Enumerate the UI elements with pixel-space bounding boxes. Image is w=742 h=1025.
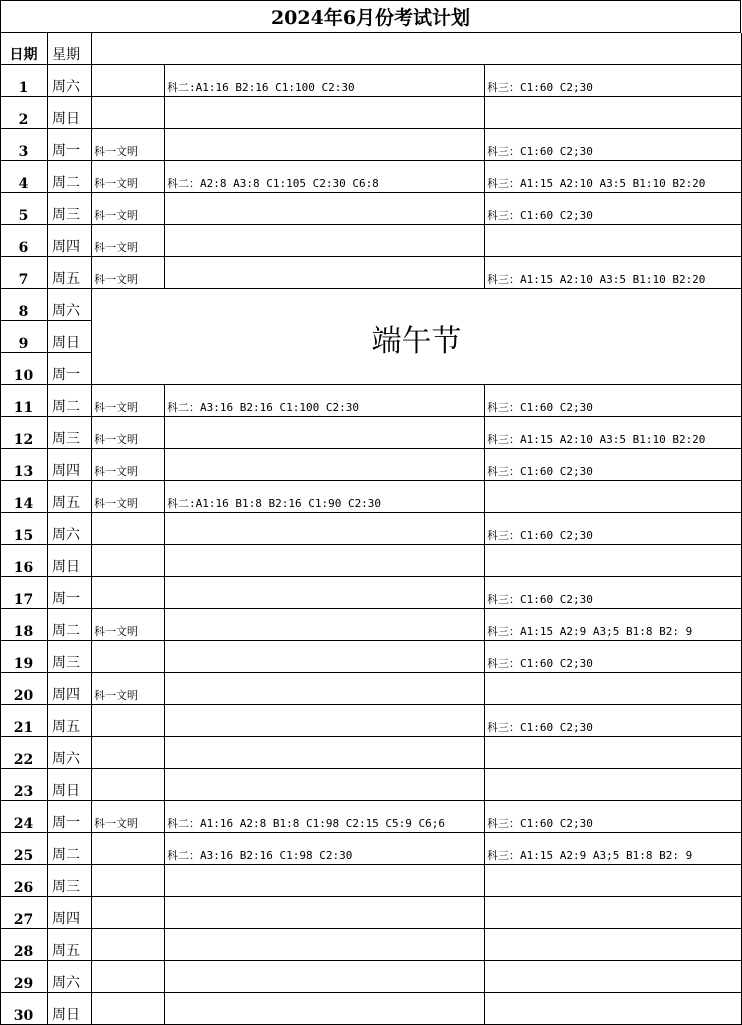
row-subject1: 科一文明	[94, 209, 138, 222]
row-subject2: 科二:A1:16 B2:16 C1:100 C2:30	[167, 81, 355, 94]
row-subject3: 科三：A1:15 A2:10 A3:5 B1:10 B2:20	[487, 177, 706, 190]
row-date: 3	[18, 144, 29, 160]
row-subject3: 科三：C1:60 C2;30	[487, 817, 593, 830]
row-subject2: 科二：A1:16 A2:8 B1:8 C1:98 C2:15 C5:9 C6;6	[167, 817, 446, 830]
row-date: 24	[13, 816, 34, 832]
row-subject3: 科三：A1:15 A2:10 A3:5 B1:10 B2:20	[487, 433, 706, 446]
row-subject3: 科三：A1:15 A2:10 A3:5 B1:10 B2:20	[487, 273, 706, 286]
row-subject3: 科三：C1:60 C2;30	[487, 401, 593, 414]
row-subject2: 科二：A3:16 B2:16 C1:100 C2:30	[167, 401, 359, 414]
row-subject1: 科一文明	[94, 497, 138, 510]
grid-line	[91, 33, 92, 1025]
row-subject3	[484, 225, 741, 257]
grid-line	[164, 385, 165, 1025]
row-date: 27	[13, 912, 34, 928]
row-subject2	[164, 897, 484, 929]
row-subject1	[91, 513, 164, 545]
grid-line	[0, 416, 742, 417]
grid-line	[0, 64, 742, 65]
row-subject2	[164, 193, 484, 225]
row-date: 9	[18, 336, 29, 352]
grid-line	[0, 512, 742, 513]
row-subject1: 科一文明	[94, 401, 138, 414]
row-subject3: 科三：C1:60 C2;30	[487, 657, 593, 670]
row-weekday: 周三	[52, 431, 80, 447]
row-subject2	[164, 737, 484, 769]
row-subject2	[164, 673, 484, 705]
row-weekday: 周三	[52, 655, 80, 671]
row-subject1	[91, 961, 164, 993]
row-weekday: 周五	[52, 943, 80, 959]
grid-line	[0, 128, 742, 129]
row-subject2	[164, 865, 484, 897]
row-date: 21	[13, 720, 34, 736]
row-subject2	[164, 97, 484, 129]
row-subject3	[484, 865, 741, 897]
row-subject1: 科一文明	[94, 433, 138, 446]
row-subject1	[91, 545, 164, 577]
grid-line	[0, 384, 742, 385]
grid-line	[484, 385, 485, 1025]
row-weekday: 周五	[52, 271, 80, 287]
grid-line	[0, 864, 742, 865]
row-subject3	[484, 897, 741, 929]
row-subject2	[164, 769, 484, 801]
row-date: 20	[13, 688, 34, 704]
row-subject3	[484, 673, 741, 705]
grid-line	[0, 288, 742, 289]
row-weekday: 周日	[52, 335, 80, 351]
row-subject2	[164, 609, 484, 641]
row-weekday: 周日	[52, 783, 80, 799]
row-weekday: 周一	[52, 591, 80, 607]
row-subject1	[91, 65, 164, 97]
row-subject2	[164, 545, 484, 577]
row-date: 5	[18, 208, 29, 224]
row-subject1: 科一文明	[94, 273, 138, 286]
row-subject3	[484, 929, 741, 961]
row-weekday: 周二	[52, 175, 80, 191]
grid-line	[0, 224, 742, 225]
row-weekday: 周四	[52, 239, 80, 255]
row-subject1	[91, 577, 164, 609]
row-subject3	[484, 737, 741, 769]
grid-line	[0, 704, 742, 705]
row-date: 30	[13, 1008, 34, 1024]
holiday-label: 端午节	[92, 290, 741, 385]
row-weekday: 周六	[52, 975, 80, 991]
row-subject2	[164, 705, 484, 737]
row-weekday: 周六	[52, 303, 80, 319]
row-subject2	[164, 961, 484, 993]
row-date: 29	[13, 976, 34, 992]
row-subject3: 科三：C1:60 C2;30	[487, 81, 593, 94]
row-subject1	[91, 641, 164, 673]
row-date: 8	[18, 304, 29, 320]
row-date: 11	[13, 400, 34, 416]
row-date: 28	[13, 944, 34, 960]
row-weekday: 周四	[52, 687, 80, 703]
row-date: 23	[13, 784, 34, 800]
grid-line	[0, 928, 742, 929]
row-weekday: 周一	[52, 143, 80, 159]
grid-line	[0, 896, 742, 897]
row-subject1	[91, 993, 164, 1025]
row-date: 13	[13, 464, 34, 480]
row-subject1	[91, 97, 164, 129]
row-subject3: 科三：C1:60 C2;30	[487, 593, 593, 606]
grid-line	[0, 736, 742, 737]
row-subject2	[164, 929, 484, 961]
row-subject3: 科三：C1:60 C2;30	[487, 465, 593, 478]
row-date: 7	[18, 272, 29, 288]
row-subject3: 科三：C1:60 C2;30	[487, 145, 593, 158]
header-date: 日期	[9, 47, 38, 63]
row-subject3	[484, 97, 741, 129]
row-weekday: 周四	[52, 911, 80, 927]
row-weekday: 周二	[52, 399, 80, 415]
row-subject1: 科一文明	[94, 465, 138, 478]
row-weekday: 周五	[52, 495, 80, 511]
row-weekday: 周日	[52, 111, 80, 127]
row-weekday: 周四	[52, 463, 80, 479]
row-subject2	[164, 257, 484, 289]
row-weekday: 周日	[52, 559, 80, 575]
row-subject2	[164, 129, 484, 161]
row-date: 18	[13, 624, 34, 640]
row-subject2	[164, 993, 484, 1025]
row-subject1	[91, 929, 164, 961]
grid-line	[47, 33, 48, 1025]
row-subject2	[164, 225, 484, 257]
row-weekday: 周二	[52, 847, 80, 863]
row-subject3: 科三：A1:15 A2:9 A3;5 B1:8 B2: 9	[487, 849, 693, 862]
header-weekday: 星期	[52, 47, 80, 63]
grid-line	[164, 65, 165, 289]
row-date: 1	[18, 80, 29, 96]
row-subject1	[91, 737, 164, 769]
grid-line	[0, 448, 742, 449]
row-subject1	[91, 897, 164, 929]
row-weekday: 周六	[52, 79, 80, 95]
row-subject1: 科一文明	[94, 145, 138, 158]
grid-line	[0, 256, 742, 257]
row-subject2	[164, 577, 484, 609]
row-date: 14	[13, 496, 34, 512]
row-subject1	[91, 705, 164, 737]
row-subject1: 科一文明	[94, 689, 138, 702]
row-date: 6	[18, 240, 29, 256]
row-date: 10	[13, 368, 34, 384]
row-subject3	[484, 993, 741, 1025]
row-subject3	[484, 961, 741, 993]
row-date: 4	[18, 176, 29, 192]
row-subject3	[484, 545, 741, 577]
row-subject1	[91, 769, 164, 801]
row-subject2: 科二：A3:16 B2:16 C1:98 C2:30	[167, 849, 353, 862]
row-date: 15	[13, 528, 34, 544]
row-weekday: 周三	[52, 207, 80, 223]
grid-line	[0, 768, 742, 769]
row-subject2	[164, 449, 484, 481]
grid-line	[0, 608, 742, 609]
row-subject2	[164, 641, 484, 673]
row-subject1: 科一文明	[94, 817, 138, 830]
grid-line	[0, 480, 742, 481]
grid-line	[0, 33, 1, 1025]
row-date: 26	[13, 880, 34, 896]
row-subject2: 科二：A2:8 A3:8 C1:105 C2:30 C6:8	[167, 177, 379, 190]
grid-line	[0, 96, 742, 97]
row-subject1: 科一文明	[94, 241, 138, 254]
grid-line	[0, 320, 92, 321]
row-subject1	[91, 865, 164, 897]
grid-line	[0, 544, 742, 545]
row-subject3: 科三：A1:15 A2:9 A3;5 B1:8 B2: 9	[487, 625, 693, 638]
row-weekday: 周一	[52, 815, 80, 831]
row-date: 25	[13, 848, 34, 864]
row-weekday: 周六	[52, 751, 80, 767]
row-subject3	[484, 769, 741, 801]
row-date: 17	[13, 592, 34, 608]
row-subject1	[91, 833, 164, 865]
grid-line	[0, 576, 742, 577]
row-subject2	[164, 417, 484, 449]
row-subject1: 科一文明	[94, 177, 138, 190]
row-subject1: 科一文明	[94, 625, 138, 638]
row-date: 2	[18, 112, 29, 128]
row-weekday: 周六	[52, 527, 80, 543]
grid-line	[0, 640, 742, 641]
grid-line	[0, 832, 742, 833]
grid-line	[0, 160, 742, 161]
grid-line	[0, 960, 742, 961]
row-subject3: 科三：C1:60 C2;30	[487, 721, 593, 734]
row-weekday: 周五	[52, 719, 80, 735]
row-date: 16	[13, 560, 34, 576]
row-weekday: 周三	[52, 879, 80, 895]
grid-line	[0, 800, 742, 801]
grid-line	[484, 65, 485, 289]
grid-line	[0, 192, 742, 193]
grid-line	[0, 352, 92, 353]
grid-line	[0, 672, 742, 673]
row-subject2: 科二:A1:16 B1:8 B2:16 C1:90 C2:30	[167, 497, 382, 510]
row-weekday: 周日	[52, 1007, 80, 1023]
sheet-title: 2024年6月份考试计划	[0, 0, 741, 33]
row-date: 22	[13, 752, 34, 768]
grid-line	[0, 992, 742, 993]
row-weekday: 周二	[52, 623, 80, 639]
row-subject3: 科三：C1:60 C2;30	[487, 529, 593, 542]
row-date: 19	[13, 656, 34, 672]
row-subject2	[164, 513, 484, 545]
row-weekday: 周一	[52, 367, 80, 383]
row-subject3	[484, 481, 741, 513]
row-subject3: 科三：C1:60 C2;30	[487, 209, 593, 222]
row-date: 12	[13, 432, 34, 448]
